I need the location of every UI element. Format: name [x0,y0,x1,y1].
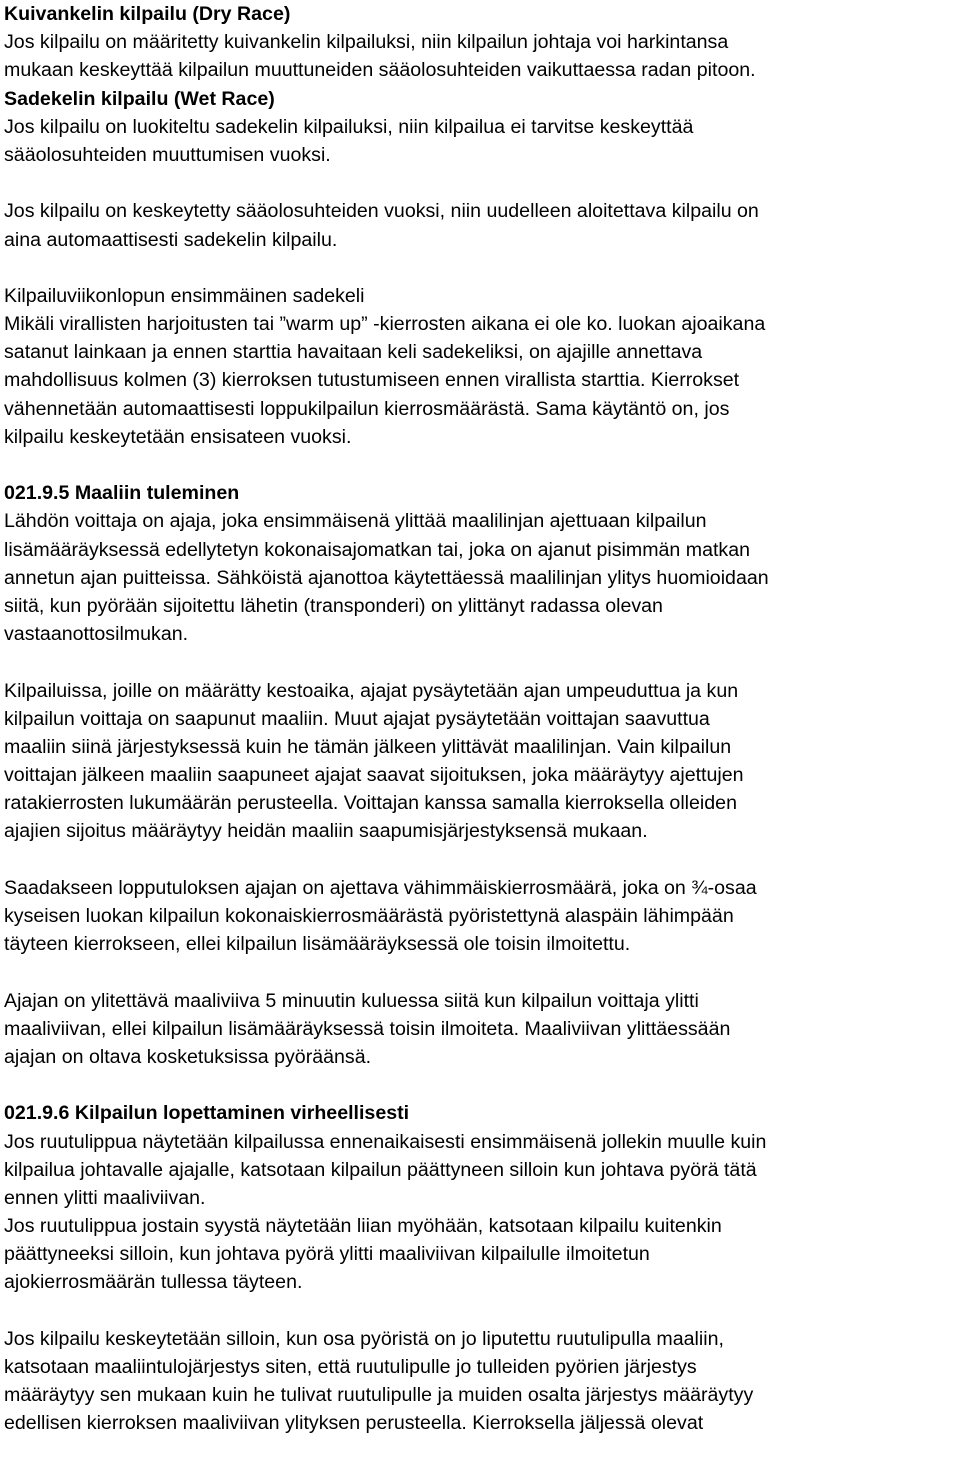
text-line: voittajan jälkeen maaliin saapuneet ajajat saavat sijoituksen, joka määräytyy ajettujen [4,764,744,787]
text-line: täyteen kierrokseen, ellei kilpailun lisämääräyksessä ole toisin ilmoitettu. [4,933,631,956]
section-heading-dry-race: Kuivankelin kilpailu (Dry Race) [4,3,291,25]
text-line: Jos kilpailu keskeytetään silloin, kun osa pyöristä on jo liputettu ruutulipulla maaliin, [4,1327,724,1350]
text-line: Mikäli virallisten harjoitusten tai ”warm up” -kierrosten aikana ei ole ko. luokan ajoaikana [4,313,766,336]
text-line: katsotaan maaliintulojärjestys siten, että ruutulipulle jo tulleiden pyörien järjestys [4,1356,697,1378]
text-line: Jos ruutulippua jostain syystä näytetään liian myöhään, katsotaan kilpailu kuitenkin [4,1215,722,1238]
section-heading-wet-race: Sadekelin kilpailu (Wet Race) [4,87,275,110]
text-line: päättyneeksi silloin, kun johtava pyörä ylitti maaliviivan kilpailulle ilmoitetun [4,1243,650,1266]
text-line: ratakierrosten lukumäärän perusteella. Voittajan kanssa samalla kierroksella olleiden [4,792,737,815]
text-line: annetun ajan puitteissa. Sähköistä ajanottoa käytettäessä maalilinjan ylitys huomioidaan [4,566,769,589]
text-line: kyseisen luokan kilpailun kokonaiskierrosmäärästä pyöristettynä alaspäin lähimpään [4,905,734,927]
text-line: ennen ylitti maaliviivan. [4,1186,206,1209]
text-line: aina automaattisesti sadekelin kilpailu. [4,228,338,251]
text-line: ajajien sijoitus määräytyy heidän maaliin saapumisjärjestyksensä mukaan. [4,820,648,843]
text-line: lisämääräyksessä edellytetyn kokonaisajomatkan tai, joka on ajanut pisimmän matkan [4,538,751,561]
text-line: Jos ruutulippua näytetään kilpailussa ennenaikaisesti ensimmäisenä jollekin muulle kuin [4,1130,767,1153]
section-title: Kilpailun lopettaminen virheellisesti [74,1102,410,1125]
text-line: siitä, kun pyörään sijoitettu lähetin (transponderi) on ylittänyt radassa olevan [4,594,663,617]
section-heading-finish [4,479,958,507]
section-number: 021.9.5 [4,482,70,505]
text-line: Saadakseen lopputuloksen ajajan on ajettava vähimmäiskierrosmäärä, joka on ¾-osaa [4,876,757,899]
section-number: 021.9.6 [4,1102,70,1125]
text-line: vastaanottosilmukan. [4,623,189,646]
text-line: määräytyy sen mukaan kuin he tulivat ruutulipulle ja muiden osalta järjestys määräytyy [4,1384,754,1407]
text-line: sääolosuhteiden muuttumisen vuoksi. [4,143,331,166]
subsection-heading-first-rain: Kilpailuviikonlopun ensimmäinen sadekeli [4,284,365,307]
text-line: ajajan on oltava kosketuksissa pyöräänsä. [4,1045,372,1068]
text-line: kilpailua johtavalle ajajalle, katsotaan kilpailun päättyneen silloin kun johtava pyörä tätä [4,1158,757,1181]
section-heading-wrong-end [4,1099,958,1127]
text-line: maaliin siinä järjestyksessä kuin he tämän jälkeen ylittävät maalilinjan. Vain kilpailun [4,735,732,758]
text-line: mukaan keskeyttää kilpailun muuttuneiden sääolosuhteiden vaikuttaessa radan pitoon. [4,59,756,82]
text-line: satanut lainkaan ja ennen starttia havaitaan keli sadekeliksi, on ajajille annettava [4,341,703,364]
text-line: maaliviivan, ellei kilpailun lisämääräyksessä toisin ilmoiteta. Maaliviivan ylittäessään [4,1017,731,1040]
text-line: Kilpailuissa, joille on määrätty kestoaika, ajajat pysäytetään ajan umpeuduttua ja kun [4,679,739,702]
text-line: kilpailun voittaja on saapunut maaliin. Muut ajajat pysäytetään voittajan saavuttua [4,707,710,730]
document-page [4,0,958,1438]
text-line: Ajajan on ylitettävä maaliviiva 5 minuutin kuluessa siitä kun kilpailun voittaja ylitti [4,989,699,1012]
text-line: Jos kilpailu on keskeytetty sääolosuhteiden vuoksi, niin uudelleen aloitettava kilpailu on [4,200,759,223]
text-line: vähennetään automaattisesti loppukilpailun kierrosmäärästä. Sama käytäntö on, jos [4,397,730,420]
section-title: Maaliin tuleminen [74,482,240,505]
text-line: ajokierrosmäärän tullessa täyteen. [4,1271,303,1294]
text-line: kilpailu keskeytetään ensisateen vuoksi. [4,425,352,448]
text-line: Lähdön voittaja on ajaja, joka ensimmäisenä ylittää maalilinjan ajettuaan kilpailun [4,510,707,533]
text-line: Jos kilpailu on määritetty kuivankelin kilpailuksi, niin kilpailun johtaja voi harkintansa [4,31,729,54]
text-line: mahdollisuus kolmen (3) kierroksen tutustumiseen ennen virallista starttia. Kierrokset [4,369,740,392]
text-line: Jos kilpailu on luokiteltu sadekelin kilpailuksi, niin kilpailua ei tarvitse keskeyttää [4,115,694,138]
text-line: edellisen kierroksen maaliviivan ylityksen perusteella. Kierroksella jäljessä olevat [4,1412,704,1435]
